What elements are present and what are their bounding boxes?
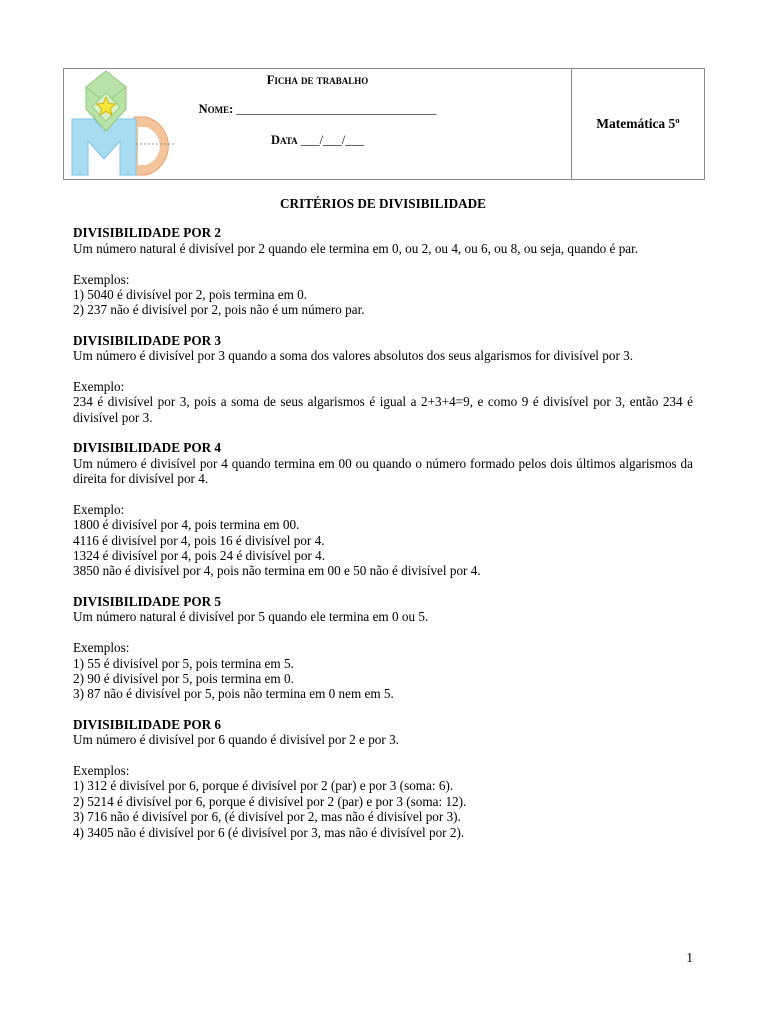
section-heading: DIVISIBILIDADE POR 6 <box>73 716 222 732</box>
worksheet-label: Ficha de trabalho <box>266 73 369 87</box>
section-heading: DIVISIBILIDADE POR 5 <box>73 593 222 609</box>
example-line: 1) 55 é divisível por 5, pois termina em 5. <box>73 655 294 671</box>
examples-label: Exemplos: <box>73 271 130 287</box>
example-line: 234 é divisível por 3, pois a soma de seus algarismos é igual a 2+3+4=9, e como 9 é divisível por 3, então 234 é divisível por 3. <box>73 394 693 425</box>
example-line: 1324 é divisível por 4, pois 24 é divisível por 4. <box>73 548 326 564</box>
section-divisibility <box>73 594 693 702</box>
example-line: 1) 5040 é divisível por 2, pois termina em 0. <box>73 287 308 303</box>
example-line: 4116 é divisível por 4, pois 16 é divisível por 4. <box>73 532 325 548</box>
subject-label: Matemática 5º <box>596 116 680 131</box>
examples-label: Exemplos: <box>73 762 130 778</box>
header-table <box>63 68 705 180</box>
section-heading: DIVISIBILIDADE POR 4 <box>73 440 222 456</box>
section-heading: DIVISIBILIDADE POR 2 <box>73 225 222 241</box>
section-rule: Um número é divisível por 6 quando é divisível por 2 e por 3. <box>73 732 399 748</box>
section-divisibility <box>73 717 693 840</box>
example-line: 2) 90 é divisível por 5, pois termina em 0. <box>73 670 294 686</box>
section-divisibility <box>73 225 693 317</box>
example-line: 2) 237 não é divisível por 2, pois não é um número par. <box>73 302 365 318</box>
document-title: CRITÉRIOS DE DIVISIBILIDADE <box>280 196 486 211</box>
example-line: 3850 não é divisível por 4, pois não termina em 00 e 50 não é divisível por 4. <box>73 563 481 579</box>
sections-container <box>73 225 693 840</box>
section-divisibility <box>73 333 693 425</box>
section-heading: DIVISIBILIDADE POR 3 <box>73 332 222 348</box>
example-line: 3) 716 não é divisível por 6, (é divisível por 2, mas não é divisível por 3). <box>73 809 461 825</box>
document-body <box>73 196 693 855</box>
example-line: 3) 87 não é divisível por 5, pois não termina em 0 nem em 5. <box>73 686 394 702</box>
header-info-cell <box>64 69 572 179</box>
section-rule: Um número natural é divisível por 2 quando ele termina em 0, ou 2, ou 4, ou 6, ou 8, ou seja, quando é par. <box>73 240 639 256</box>
section-rule: Um número é divisível por 4 quando termina em 00 ou quando o número formado pelos dois últimos algarismos da direita for divisível por 4. <box>73 455 693 487</box>
examples-label: Exemplo: <box>73 501 125 517</box>
example-line: 4) 3405 não é divisível por 6 (é divisível por 3, mas não é divisível por 2). <box>73 824 465 840</box>
example-line: 1800 é divisível por 4, pois termina em 00. <box>73 517 300 533</box>
section-rule: Um número é divisível por 3 quando a soma dos valores absolutos dos seus algarismos for divisível por 3. <box>73 348 634 364</box>
date-field: Data ___/___/___ <box>270 133 365 147</box>
section-rule: Um número natural é divisível por 5 quando ele termina em 0 ou 5. <box>73 609 429 625</box>
example-line: 2) 5214 é divisível por 6, porque é divisível por 2 (par) e por 3 (soma: 12). <box>73 793 467 809</box>
page-number: 1 <box>686 950 693 965</box>
name-field: Nome: ________________________________ <box>198 102 437 116</box>
examples-label: Exemplos: <box>73 640 130 656</box>
examples-label: Exemplo: <box>73 379 125 395</box>
section-divisibility <box>73 440 693 579</box>
subject-cell <box>572 69 704 179</box>
example-line: 1) 312 é divisível por 6, porque é divisível por 2 (par) e por 3 (soma: 6). <box>73 778 454 794</box>
